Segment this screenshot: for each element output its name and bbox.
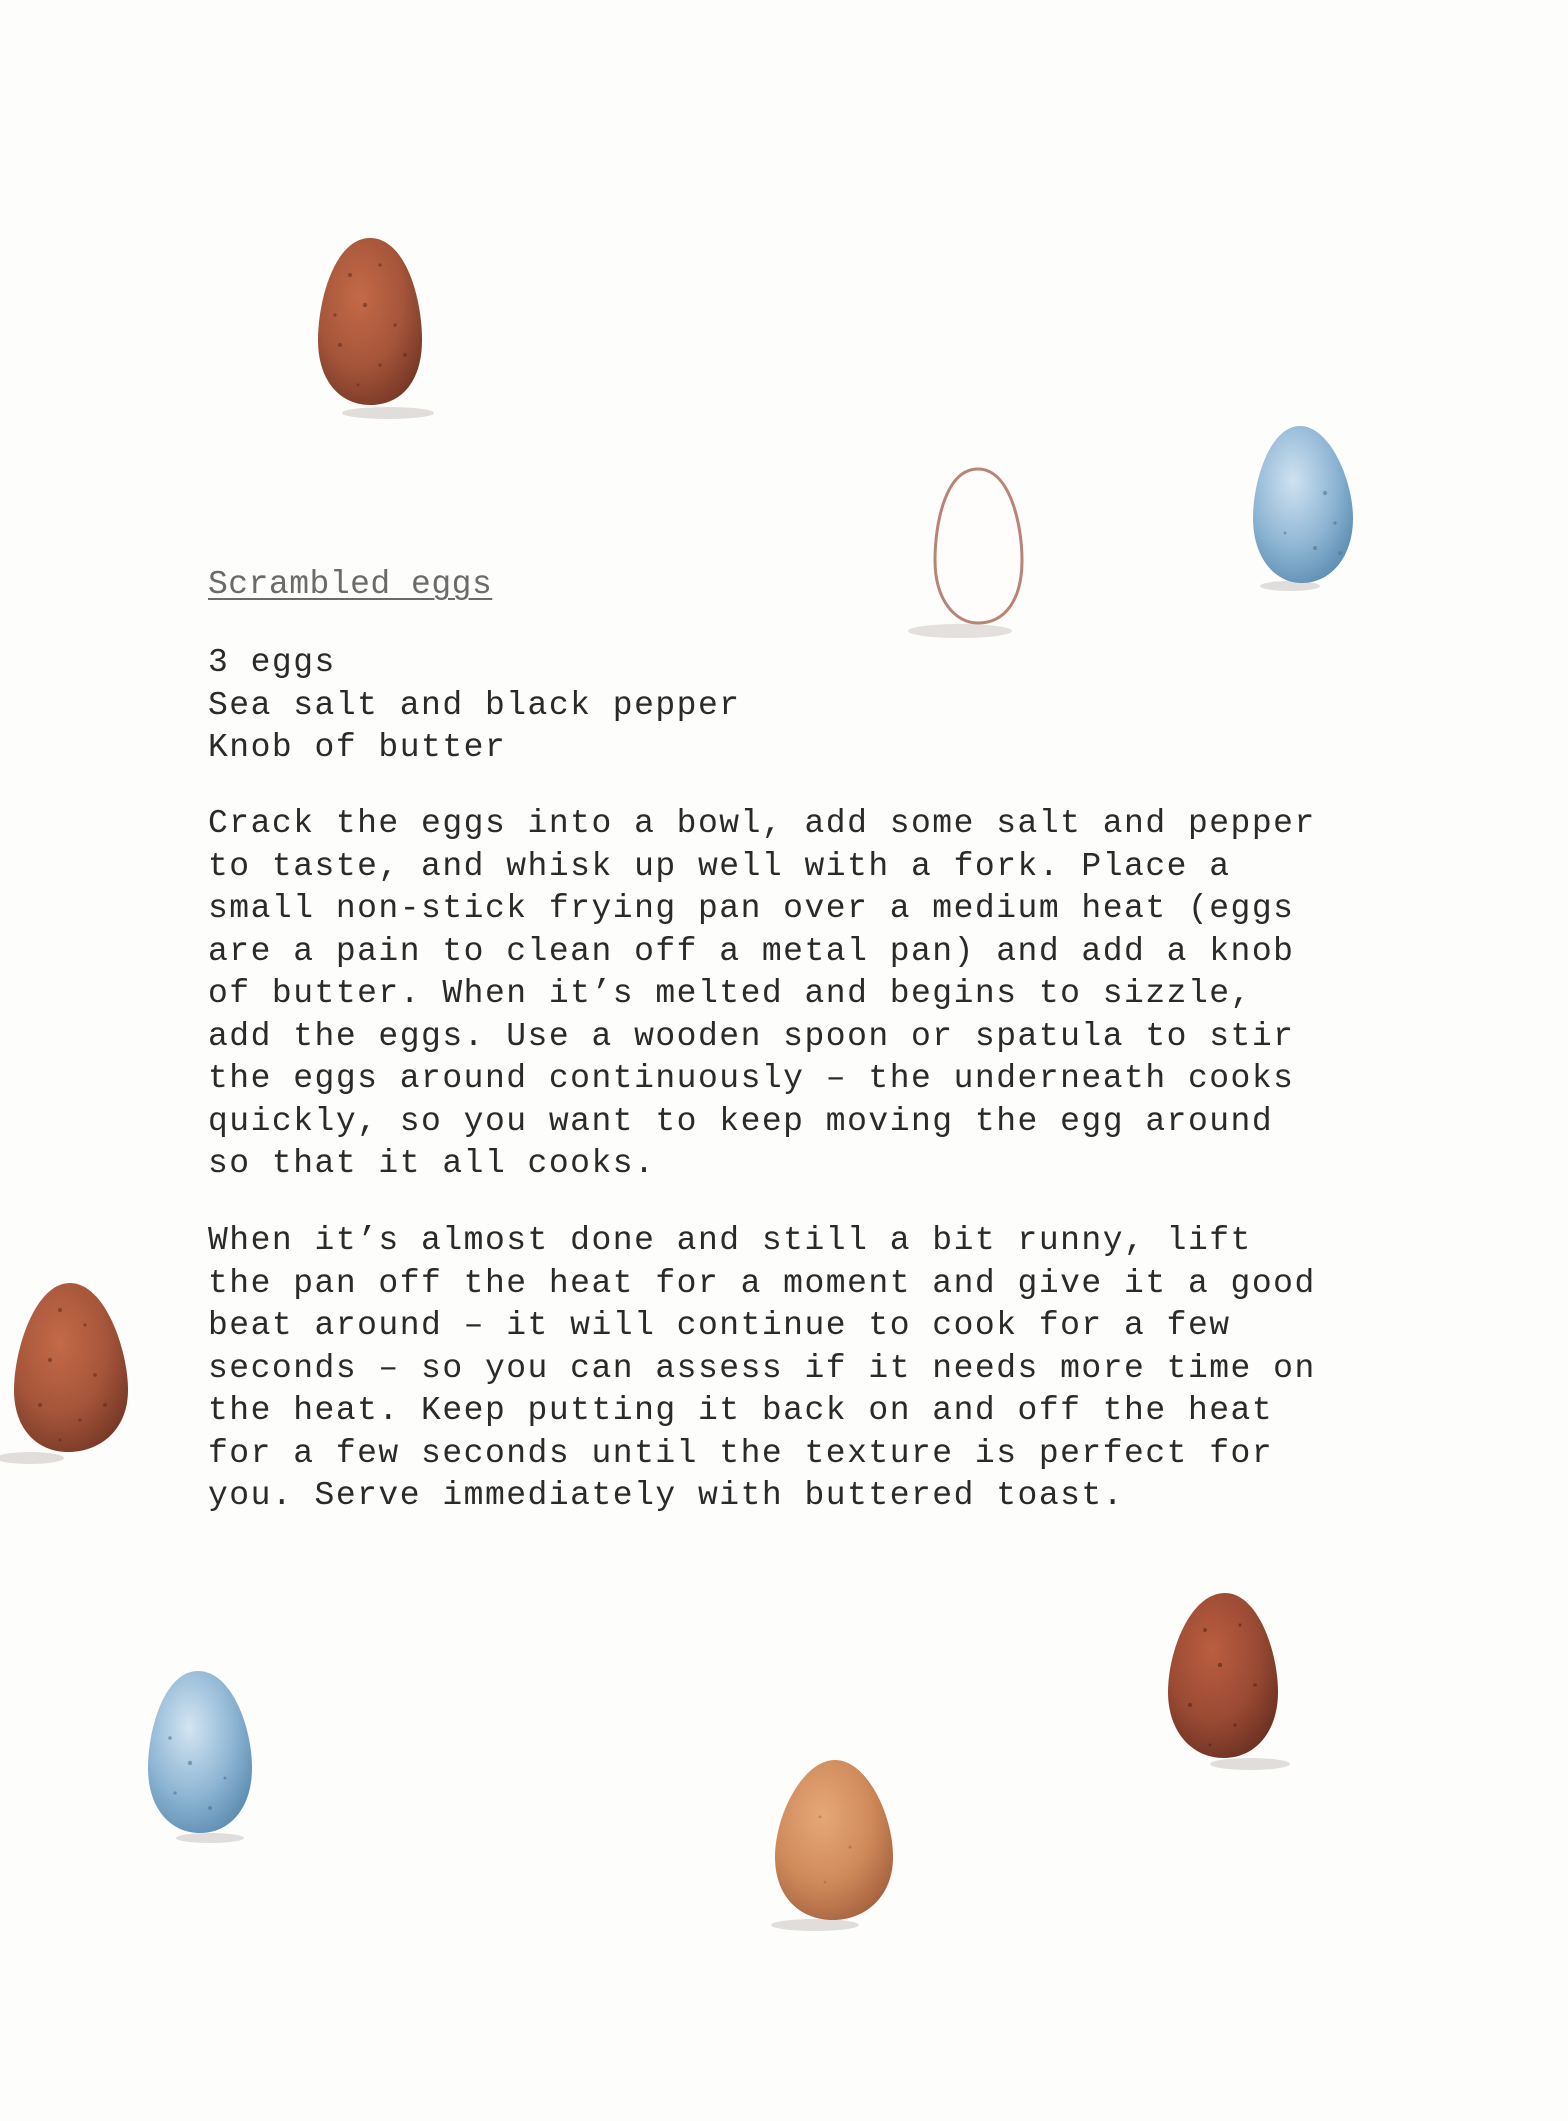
speckled-brown-egg-illustration	[310, 235, 460, 425]
speckled-brown-egg-illustration	[1160, 1590, 1300, 1775]
method-line: the pan off the heat for a moment and give it a good	[208, 1264, 1316, 1302]
method-line: are a pain to clean off a metal pan) and add a knob	[208, 932, 1295, 970]
method-line: the eggs around continuously – the underneath cooks	[208, 1060, 1295, 1097]
tan-egg-illustration	[765, 1757, 905, 1937]
method-line: to taste, and whisk up well with a fork. Place a	[208, 847, 1231, 885]
blue-egg-illustration	[140, 1668, 270, 1848]
method-paragraph-1	[208, 803, 1368, 1186]
method-line: beat around – it will continue to cook for a few	[208, 1307, 1231, 1344]
ingredient-list	[208, 642, 741, 770]
method-line: of butter. When it’s melted and begins to sizzle,	[208, 975, 1252, 1012]
method-line: so that it all cooks.	[208, 1145, 656, 1182]
ingredient-item: Sea salt and black pepper	[208, 686, 741, 724]
method-line: the heat. Keep putting it back on and off the heat	[208, 1392, 1274, 1429]
blue-egg-illustration	[1245, 423, 1375, 593]
method-line: you. Serve immediately with buttered toast.	[208, 1477, 1125, 1514]
speckled-brown-egg-illustration	[0, 1280, 140, 1470]
method-line: When it’s almost done and still a bit runny, lift	[208, 1222, 1252, 1259]
recipe-title: Scrambled eggs	[208, 566, 493, 603]
ingredient-item: 3 eggs	[208, 644, 336, 681]
method-line: Crack the eggs into a bowl, add some salt and pepper	[208, 805, 1316, 842]
method-line: add the eggs. Use a wooden spoon or spatula to stir	[208, 1017, 1295, 1055]
ingredient-item: Knob of butter	[208, 729, 507, 766]
method-paragraph-2	[208, 1220, 1368, 1518]
outline-egg-illustration	[905, 465, 1055, 645]
method-line: quickly, so you want to keep moving the egg around	[208, 1102, 1274, 1140]
method-line: seconds – so you can assess if it needs more time on	[208, 1349, 1316, 1387]
method-line: for a few seconds until the texture is perfect for	[208, 1434, 1274, 1472]
method-line: small non-stick frying pan over a medium heat (eggs	[208, 890, 1295, 927]
